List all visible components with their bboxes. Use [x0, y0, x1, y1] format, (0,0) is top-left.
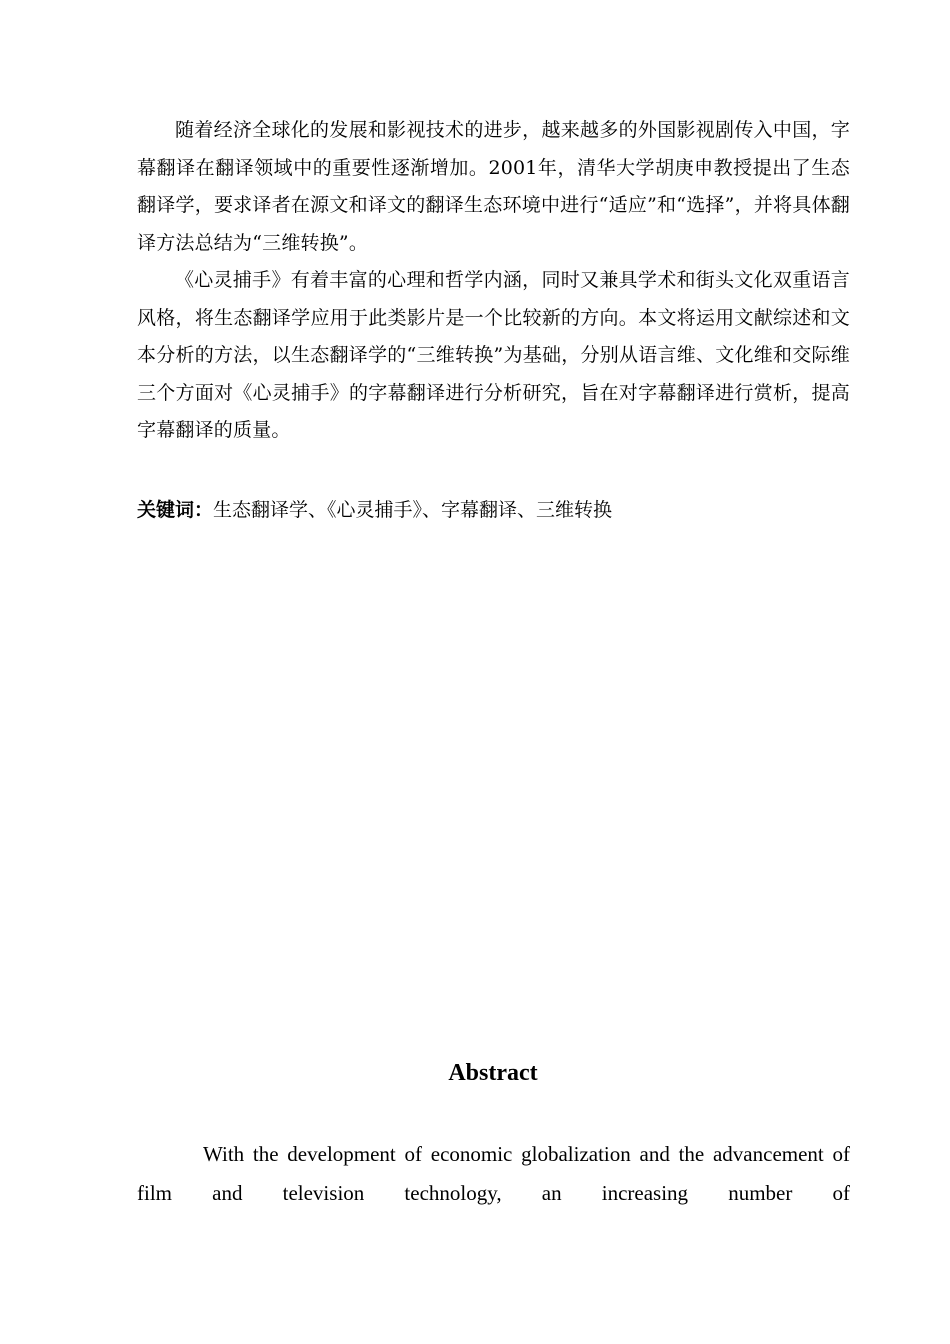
- english-abstract-paragraph: With the development of economic globalization and the advancement of film and television technology, an increasing number of: [137, 1142, 850, 1205]
- chinese-abstract-paragraph-2-text: 《心灵捕手》有着丰富的心理和哲学内涵，同时又兼具学术和街头文化双重语言风格，将生态翻译学应用于此类影片是一个比较新的方向。本文将运用文献综述和文本分析的方法，以生态翻译学的“三维转换”为基础，分别从语言维、文化维和交际维三个方面对《心灵捕手》的字幕翻译进行分析研究，旨在对字幕翻译进行赏析，提高字幕翻译的质量。: [137, 269, 850, 441]
- keywords-line: [137, 492, 850, 529]
- chinese-abstract-paragraph-1: [137, 112, 850, 262]
- chinese-abstract-paragraph-1-text: 随着经济全球化的发展和影视技术的进步，越来越多的外国影视剧传入中国，字幕翻译在翻译领域中的重要性逐渐增加。2001年，清华大学胡庚申教授提出了生态翻译学，要求译者在源文和译文的翻译生态环境中进行“适应”和“选择”，并将具体翻译方法总结为“三维转换”。: [137, 119, 850, 254]
- keywords-label: 关键词：: [137, 499, 214, 521]
- english-abstract-title: Abstract: [448, 1060, 538, 1086]
- keywords-text: 生态翻译学、《心灵捕手》、字幕翻译、三维转换: [213, 499, 613, 521]
- english-abstract-body: [137, 1135, 850, 1213]
- chinese-abstract-paragraph-2: [137, 262, 850, 450]
